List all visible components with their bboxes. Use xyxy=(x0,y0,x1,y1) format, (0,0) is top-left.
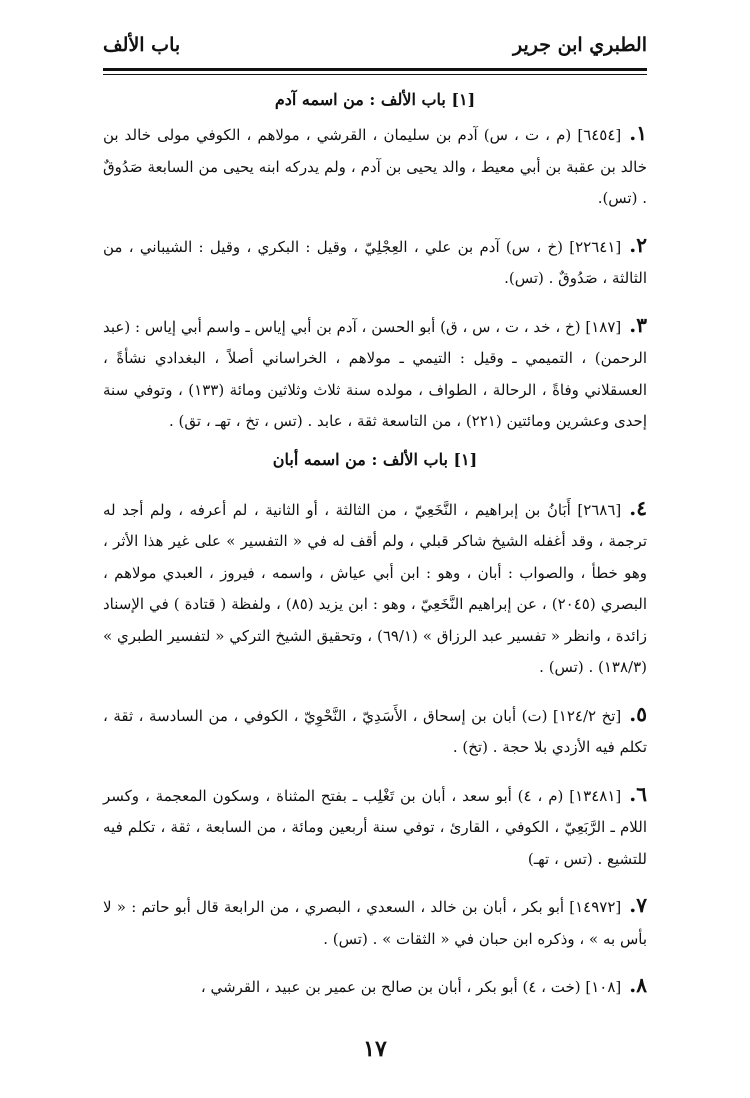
entry-6 xyxy=(103,779,647,876)
header-author: الطبري ابن جرير xyxy=(512,34,647,56)
entry-number: ٥. xyxy=(629,701,647,726)
entry-text: [تخ ١٢٤/٢] (ت) أبان بن إسحاق ، الأَسَدِيّ ، النَّحْوِيّ ، الكوفي ، من السادسة ، ثقة ، تكلم فيه الأزدي بلا حجة . (تخ) . xyxy=(103,706,647,756)
page-body xyxy=(103,82,647,1008)
entry-4 xyxy=(103,493,647,684)
section-heading: [١] باب الألف : من اسمه أبان xyxy=(272,449,478,469)
entry-number: ٤. xyxy=(629,495,647,520)
header-rule-thin xyxy=(103,74,647,75)
entry-number: ٨. xyxy=(629,973,647,997)
entry-number: ٦. xyxy=(629,781,647,806)
entry-number: ٣. xyxy=(629,312,647,337)
running-header xyxy=(103,30,647,66)
entry-text: [١٤٩٧٢] أبو بكر ، أبان بن خالد ، السعدي ، البصري ، من الرابعة قال أبو حاتم : « لا بأس به » ، وذكره ابن حبان في « الثقات » . (تس) . xyxy=(103,898,647,948)
entry-number: ١. xyxy=(629,121,647,145)
entry-text: [١٨٧] (خ ، خد ، ت ، س ، ق) أبو الحسن ، آدم بن أبي إياس ـ واسم أبي إياس : (عبد الرحمن) ، التميمي ـ وقيل : التيمي ـ مولاهم ، الخراساني أصلاً ، البغدادي نشأةً ، العسقلاني وفاةً ، الرحالة ، الطواف ، مولده سنة ثلاث وثلاثين ومائة (١٣٣) ، وتوفي سنة إحدى وعشرين ومائتين (٢٢١) ، من التاسعة ثقة ، عابد . (تس ، تخ ، تهـ ، تق) . xyxy=(103,317,647,430)
entry-5 xyxy=(103,699,647,764)
entry-number: ٧. xyxy=(629,893,647,917)
entry-text: [٢٢٦٤١] (خ ، س) آدم بن علي ، العِجْلِيّ ، وقيل : البكري ، وقيل : الشيباني ، من الثالثة ، صَدُوقٌ . (تس). xyxy=(103,237,647,287)
header-rule-thick xyxy=(103,68,647,71)
page-number: ١٧ xyxy=(363,1036,387,1062)
header-chapter: باب الألف xyxy=(103,34,181,56)
section-heading: [١] باب الألف : من اسمه آدم xyxy=(274,90,476,109)
entry-text: [٦٤٥٤] (م ، ت ، س) آدم بن سليمان ، القرشي ، مولاهم ، الكوفي مولى خالد بن خالد بن عقبة بن أبي معيط ، والد يحيى بن آدم ، ولم يدركه ابنه يحيى من السابعة صَدُوقٌ . (تس). xyxy=(103,126,647,207)
entry-8 xyxy=(103,970,647,1004)
entry-7 xyxy=(103,890,647,955)
entry-text: [١٠٨] (خت ، ٤) أبو بكر ، أبان بن صالح بن عمير بن عبيد ، القرشي ، xyxy=(200,978,622,996)
entry-2 xyxy=(103,230,647,295)
entry-text: [٢٦٨٦] أَبَانُ بن إبراهيم ، النَّخَعِيّ ، من الثالثة ، أو الثانية ، لم أعرفه ، ولم أجد له ترجمة ، وقد أغفله الشيخ شاكر قبلي ، ولم أقف له في « التفسير » على غير هذا الأثر ، وهو خطأ ، والصواب : أبان ، وهو : ابن أبي عياش ، واسمه ، فيروز ، العبدي مولاهم ، البصري (٢٠٤٥) ، عن إبراهيم النَّخَعِيّ ، وهو : ابن يزيد (٨٥) ، ولفظة ( قتادة ) في الإسناد زائدة ، وانظر « تفسير عبد الرزاق » (٦٩/١) ، وتحقيق الشيخ التركي « لتفسير الطبري » (١٣٨/٣) . (تس) . xyxy=(103,500,647,676)
entry-1 xyxy=(103,118,647,215)
entry-3 xyxy=(103,310,647,438)
entry-number: ٢. xyxy=(629,232,647,257)
entry-text: [١٣٤٨١] (م ، ٤) أبو سعد ، أبان بن تَغْلِب ـ بفتح المثناة ، وسكون المعجمة ، وكسر اللام ـ الرَّبَعِيّ ، الكوفي ، القارئ ، توفي سنة أربعين ومائة ، من السابعة ، ثقة ، تكلم فيه للتشيع . (تس ، تهـ) xyxy=(103,786,647,868)
